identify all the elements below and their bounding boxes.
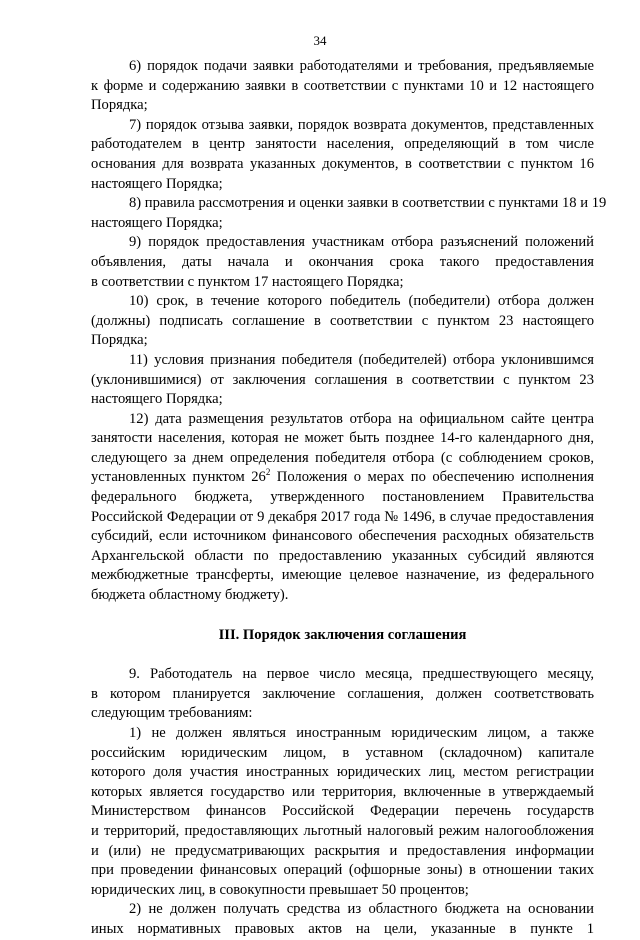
text-line: бюджета областному бюджету). (91, 587, 289, 604)
text-line (91, 468, 594, 488)
paragraph (91, 900, 594, 939)
paragraph (91, 292, 594, 351)
section-heading: III. Порядок заключения соглашения (218, 626, 467, 643)
paragraph (91, 665, 594, 724)
text-line: следующим требованиям: (91, 705, 253, 722)
text-line: 1) не должен являться иностранным юридическим лицом, а также (129, 725, 594, 741)
paragraph (91, 194, 607, 233)
text-line: 2) не должен получать средства из областного бюджета на основании (129, 901, 594, 918)
text-line: 7) порядок отзыва заявки, порядок возврата документов, представленных (129, 116, 594, 133)
text-line: которых является государство или территория, включенные в утверждаемый (91, 783, 594, 800)
text-line: в котором планируется заключение соглашения, должен соответствовать (91, 685, 594, 702)
text-line: российским юридическим лицом, в уставном (складочном) капитале (91, 744, 594, 761)
paragraph (91, 233, 594, 292)
text-line: 8) правила рассмотрения и оценки заявки в соответствии с пунктами 18 и 19 (129, 195, 607, 212)
text-line: юридических лиц, в совокупности превышает 50 процентов; (91, 881, 469, 898)
text-fragment: Положения о мерах по обеспечению исполнения (270, 469, 594, 486)
text-line: Порядка; (91, 332, 148, 349)
text-line: 9) порядок предоставления участникам отбора разъяснений положений (129, 234, 594, 251)
text-line: и (или) не предусматривающих раскрытия и предоставления информации (91, 842, 594, 859)
text-line: работодателем в центр занятости населения, определяющий в том числе (91, 136, 594, 153)
text-line: настоящего Порядка; (91, 175, 223, 192)
text-line: 10) срок, в течение которого победитель (победители) отбора должен (129, 293, 594, 310)
document-body (91, 57, 607, 940)
text-fragment: установленных пунктом 26 (91, 469, 266, 486)
text-line: занятости населения, которая не может быть позднее 14-го календарного дня, (91, 430, 594, 447)
page-number: 34 (313, 33, 327, 48)
text-line: субсидий, если источником финансового обеспечения расходных обязательств (91, 528, 594, 545)
text-line: в соответствии с пунктом 17 настоящего Порядка; (91, 273, 404, 290)
paragraph (91, 351, 594, 410)
text-line: которого доля участия иностранных юридических лиц, местом регистрации (91, 764, 594, 781)
text-line: (должны) подписать соглашение в соответствии с пунктом 23 настоящего (91, 312, 594, 329)
text-line: межбюджетные трансферты, имеющие целевое назначение, из федерального (91, 567, 594, 584)
text-line: 6) порядок подачи заявки работодателями и требования, предъявляемые (129, 58, 594, 74)
superscript: 2 (265, 467, 271, 478)
text-line: иных нормативных правовых актов на цели, указанные в пункте 1 (91, 920, 594, 937)
text-line: объявления, даты начала и окончания срока такого предоставления (91, 253, 594, 270)
paragraph (91, 724, 594, 900)
text-line: Министерством финансов Российской Федерации перечень государств (91, 803, 594, 820)
paragraph (91, 410, 594, 606)
text-line: Порядка; (91, 97, 148, 114)
text-line: 12) дата размещения результатов отбора на официальном сайте центра (129, 410, 594, 427)
text-line: основания для возврата указанных документов, в соответствии с пунктом 16 (91, 155, 594, 172)
text-line: Архангельской области по предоставлению указанных субсидий являются (91, 547, 594, 564)
text-line: настоящего Порядка; (91, 214, 223, 231)
text-line: к форме и содержанию заявки в соответствии с пунктами 10 и 12 настоящего (91, 77, 594, 94)
text-line: и территорий, предоставляющих льготный налоговый режим налогообложения (91, 822, 594, 839)
paragraph (91, 116, 594, 194)
text-line: следующего за днем определения победителя отбора (с соблюдением сроков, (91, 449, 594, 466)
text-line: Российской Федерации от 9 декабря 2017 года № 1496, в случае предоставления (91, 508, 594, 525)
text-line: настоящего Порядка; (91, 391, 223, 408)
paragraph (91, 57, 594, 116)
text-line: 9. Работодатель на первое число месяца, предшествующего месяцу, (129, 666, 594, 683)
text-line: федерального бюджета, утвержденного постановлением Правительства (91, 489, 594, 506)
text-line: при проведении финансовых операций (офшорные зоны) в отношении таких (91, 862, 594, 879)
text-line: (уклонившимися) от заключения соглашения в соответствии с пунктом 23 (91, 371, 594, 388)
text-line: 11) условия признания победителя (победителей) отбора уклонившимся (129, 351, 594, 368)
